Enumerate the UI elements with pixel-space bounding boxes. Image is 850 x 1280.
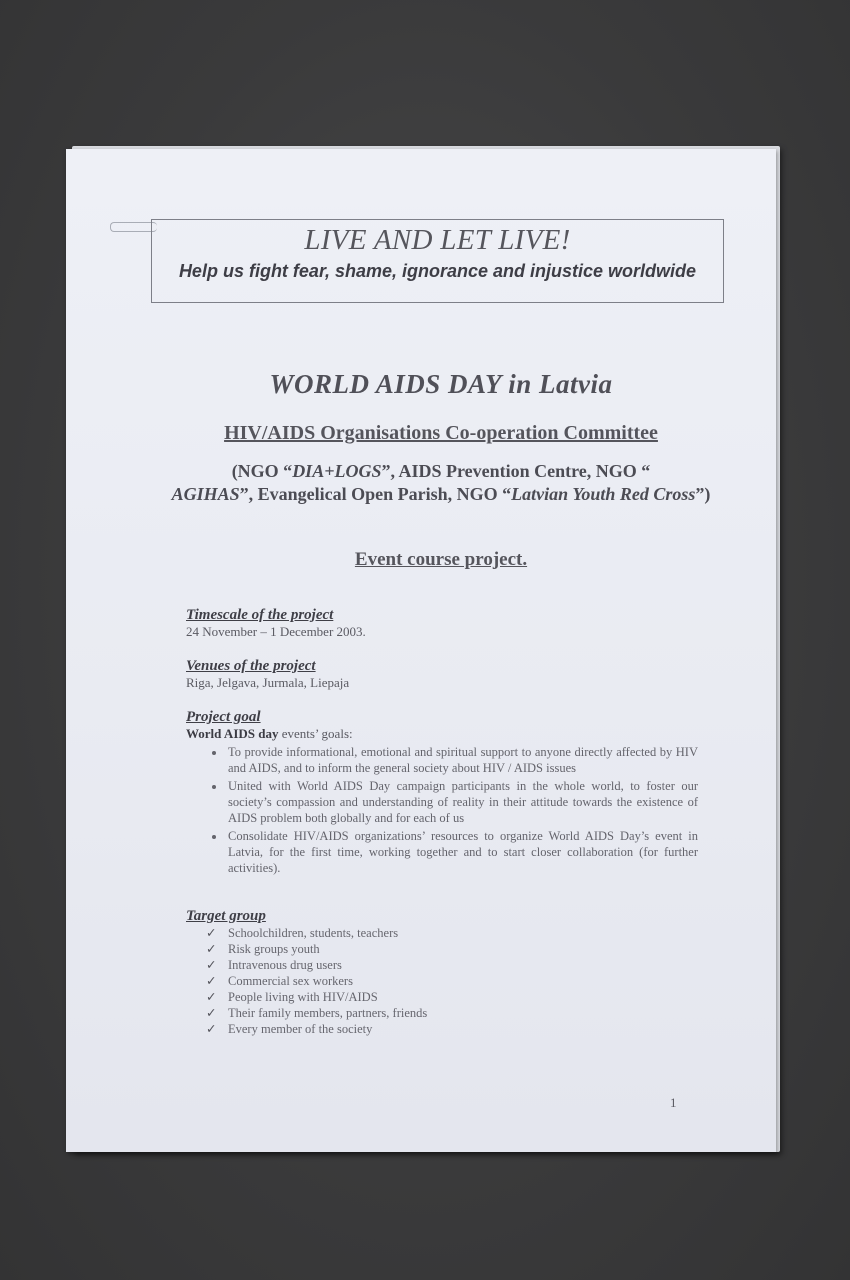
slogan-banner [151,219,724,303]
banner-title: LIVE AND LET LIVE! [304,224,571,256]
venues-text: Riga, Jelgava, Jurmala, Liepaja [186,675,350,690]
goal-section [186,708,698,878]
goal-intro-bold: World AIDS day [186,726,279,741]
target-item-text: Their family members, partners, friends [228,1006,428,1020]
page-number: 1 [670,1095,677,1110]
member-dia-logs: DIA+LOGS [292,461,382,481]
goal-intro [186,726,698,742]
target-item [206,957,706,973]
check-icon: ✓ [206,1006,217,1020]
member-red-cross: Latvian Youth Red Cross [511,484,696,504]
goal-item: • Consolidate HIV/AIDS organizations’ resources to organize World AIDS Day’s event in Latvia, for the first time, working together and to start closer collaboration (for further activities). [226,828,698,876]
target-item-text: Schoolchildren, students, teachers [228,926,399,940]
venues-heading: Venues of the project [186,658,316,674]
timescale-section [186,606,706,640]
goal-item: • To provide informational, emotional and spiritual support to anyone directly affected by HIV and AIDS, and to inform the general society about HIV / AIDS issues [226,744,698,776]
target-item-text: Intravenous drug users [228,958,342,972]
member-organisations [66,460,816,506]
target-item [206,941,706,957]
target-heading: Target group [186,908,266,924]
timescale-text: 24 November – 1 December 2003. [186,624,366,639]
event-course-heading: Event course project. [354,549,528,570]
target-item [206,925,706,941]
members-text: ”, Evangelical Open Parish, NGO “ [239,484,512,504]
members-text: (NGO “ [231,461,293,481]
document-title: WORLD AIDS DAY in Latvia [269,369,613,399]
goal-intro-rest: events’ goals: [278,726,353,741]
target-item-text: Every member of the society [228,1022,373,1036]
target-item [206,973,706,989]
target-item [206,1021,706,1037]
venues-section [186,657,706,691]
check-icon: ✓ [206,926,217,940]
target-section [186,907,706,1037]
goal-list [186,744,698,876]
target-item-text: Risk groups youth [228,942,320,956]
check-icon: ✓ [206,990,217,1004]
member-agihas: AGIHAS [171,484,240,504]
check-icon: ✓ [206,974,217,988]
goal-heading: Project goal [186,709,261,725]
check-icon: ✓ [206,958,217,972]
staple [110,222,157,232]
check-icon: ✓ [206,1022,217,1036]
document-page [66,149,776,1152]
banner-subtitle: Help us fight fear, shame, ignorance and injustice worldwide [178,261,697,281]
check-icon: ✓ [206,942,217,956]
timescale-heading: Timescale of the project [186,607,334,623]
target-item [206,989,706,1005]
committee-name: HIV/AIDS Organisations Co-operation Committee [224,422,658,444]
goal-item: • United with World AIDS Day campaign participants in the whole world, to foster our society’s compassion and understanding of reality in their attitude towards the existence of AIDS problem both globally and for each of us [226,778,698,826]
target-item [206,1005,706,1021]
target-item-text: People living with HIV/AIDS [228,990,378,1004]
members-text: ”) [695,484,711,504]
members-text: ”, AIDS Prevention Centre, NGO “ [381,461,651,481]
target-item-text: Commercial sex workers [228,974,353,988]
target-list [186,925,706,1037]
